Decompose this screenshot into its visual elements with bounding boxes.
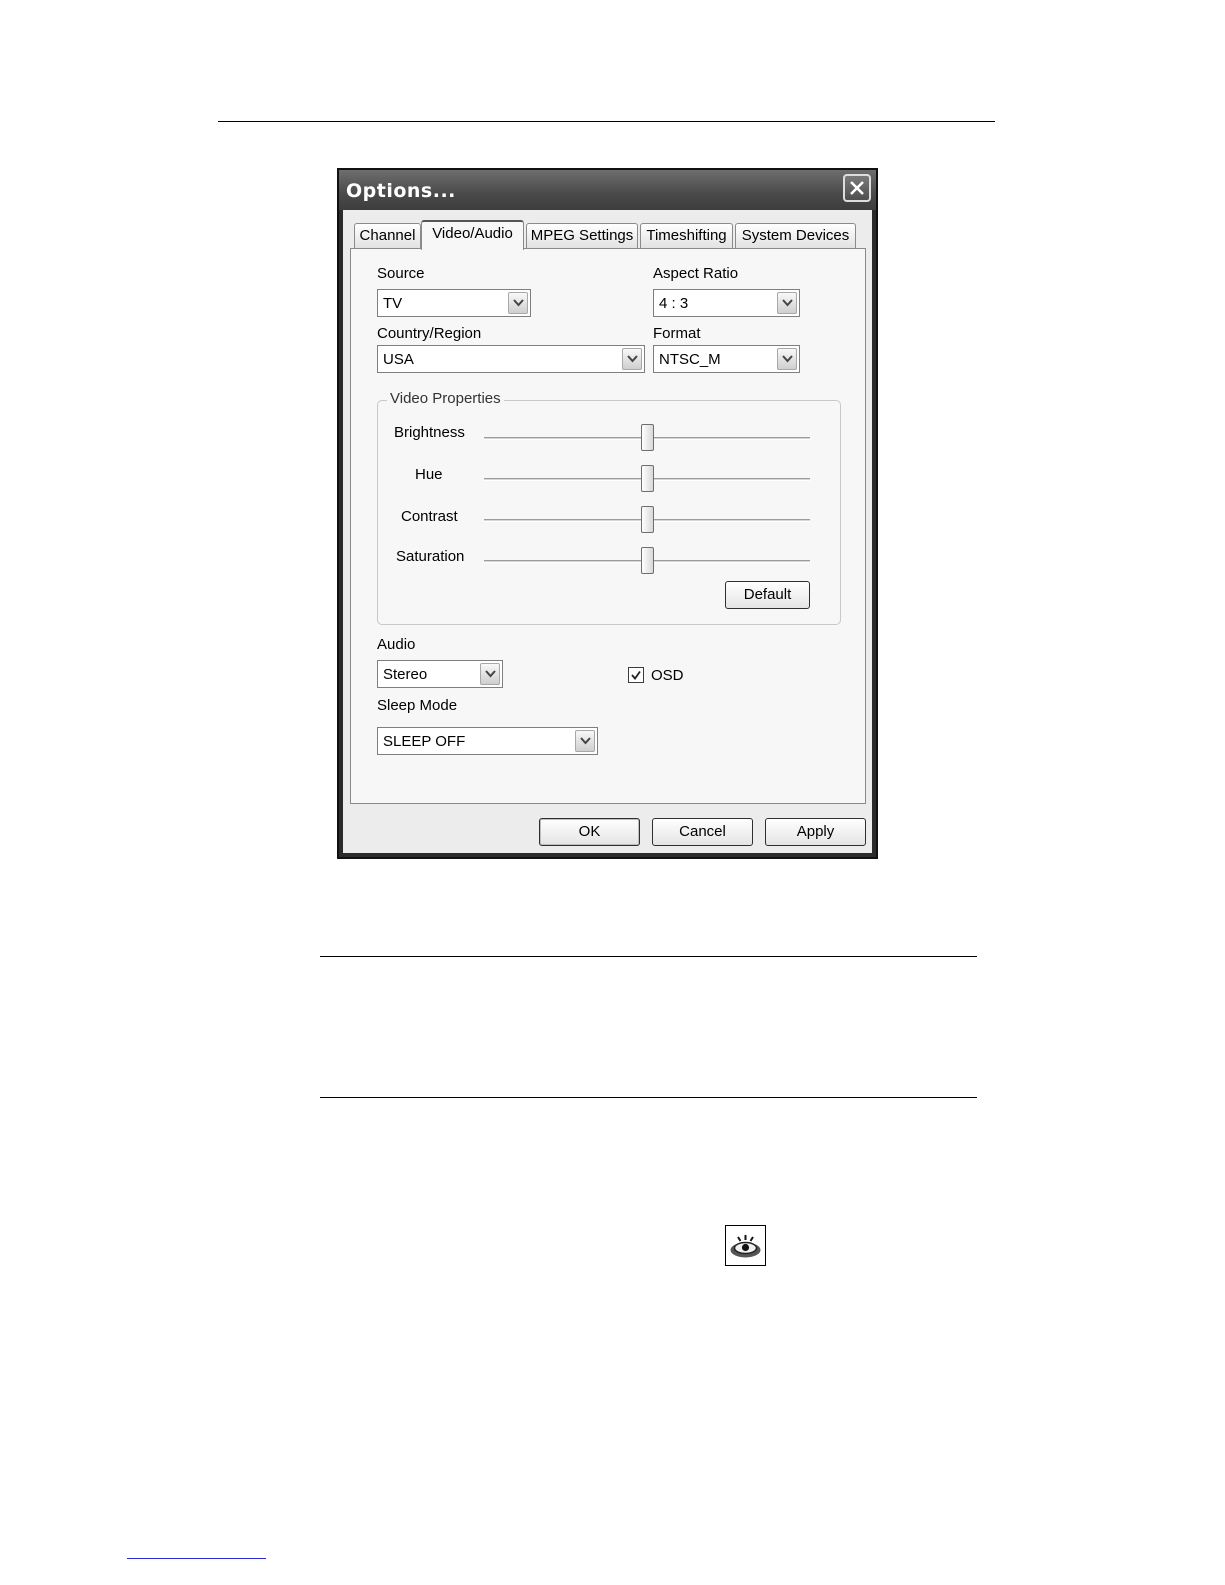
aspect-ratio-value: 4 : 3 xyxy=(659,295,689,312)
sleep-mode-select[interactable] xyxy=(377,727,598,755)
country-region-value: USA xyxy=(383,351,414,368)
tab-video-audio[interactable]: Video/Audio xyxy=(421,220,524,250)
chevron-down-icon xyxy=(782,299,793,307)
video-properties-group xyxy=(377,390,841,625)
slider-thumb[interactable] xyxy=(641,465,654,492)
source-value: TV xyxy=(383,295,403,312)
contrast-label: Contrast xyxy=(401,508,458,525)
sleep-mode-value: SLEEP OFF xyxy=(383,733,466,750)
aspect-ratio-select[interactable] xyxy=(653,289,800,317)
country-region-dropdown-button[interactable] xyxy=(622,348,642,370)
apply-button[interactable]: Apply xyxy=(765,818,866,846)
slider-thumb[interactable] xyxy=(641,547,654,574)
close-button[interactable] xyxy=(843,174,871,202)
audio-dropdown-button[interactable] xyxy=(480,663,500,685)
format-value: NTSC_M xyxy=(659,351,721,368)
title-bar[interactable] xyxy=(339,170,876,210)
saturation-slider[interactable] xyxy=(484,546,810,576)
cancel-button[interactable]: Cancel xyxy=(652,818,753,846)
eye-icon xyxy=(725,1225,766,1266)
format-label: Format xyxy=(653,325,701,342)
format-dropdown-button[interactable] xyxy=(777,348,797,370)
audio-label: Audio xyxy=(377,636,416,653)
tab-channel[interactable]: Channel xyxy=(354,223,421,248)
hue-label: Hue xyxy=(415,466,443,483)
contrast-slider[interactable] xyxy=(484,505,810,535)
source-select[interactable] xyxy=(377,289,531,317)
country-region-label: Country/Region xyxy=(377,325,482,342)
osd-checkbox[interactable] xyxy=(628,667,644,683)
chevron-down-icon xyxy=(485,670,496,678)
tab-mpeg-settings[interactable]: MPEG Settings xyxy=(526,223,638,248)
options-dialog xyxy=(337,168,878,859)
country-region-select[interactable] xyxy=(377,345,645,373)
note-bottom-rule xyxy=(320,1097,977,1098)
source-label: Source xyxy=(377,265,425,282)
slider-thumb[interactable] xyxy=(641,424,654,451)
default-button[interactable]: Default xyxy=(725,581,810,609)
brightness-label: Brightness xyxy=(394,424,465,441)
slider-thumb[interactable] xyxy=(641,506,654,533)
chevron-down-icon xyxy=(627,355,638,363)
video-properties-title: Video Properties xyxy=(387,390,504,407)
tab-system-devices[interactable]: System Devices xyxy=(735,223,856,248)
brightness-slider[interactable] xyxy=(484,423,810,453)
aspect-ratio-dropdown-button[interactable] xyxy=(777,292,797,314)
dialog-title: Options... xyxy=(346,180,456,202)
aspect-ratio-label: Aspect Ratio xyxy=(653,265,739,282)
osd-checkbox-row[interactable] xyxy=(628,666,698,686)
saturation-label: Saturation xyxy=(396,548,465,565)
sleep-mode-label: Sleep Mode xyxy=(377,697,458,714)
video-audio-panel xyxy=(350,248,866,804)
note-top-rule xyxy=(320,956,977,957)
footnote-rule xyxy=(127,1558,266,1559)
dialog-client xyxy=(343,210,872,853)
close-icon xyxy=(849,180,865,196)
audio-select[interactable] xyxy=(377,660,503,688)
audio-value: Stereo xyxy=(383,666,428,683)
tab-timeshifting[interactable]: Timeshifting xyxy=(640,223,733,248)
chevron-down-icon xyxy=(513,299,524,307)
ok-button[interactable]: OK xyxy=(539,818,640,846)
hue-slider[interactable] xyxy=(484,464,810,494)
chevron-down-icon xyxy=(782,355,793,363)
chevron-down-icon xyxy=(580,737,591,745)
source-dropdown-button[interactable] xyxy=(508,292,528,314)
format-select[interactable] xyxy=(653,345,800,373)
checkmark-icon xyxy=(630,669,642,681)
sleep-mode-dropdown-button[interactable] xyxy=(575,730,595,752)
top-rule xyxy=(218,121,995,122)
osd-label: OSD xyxy=(651,667,684,684)
